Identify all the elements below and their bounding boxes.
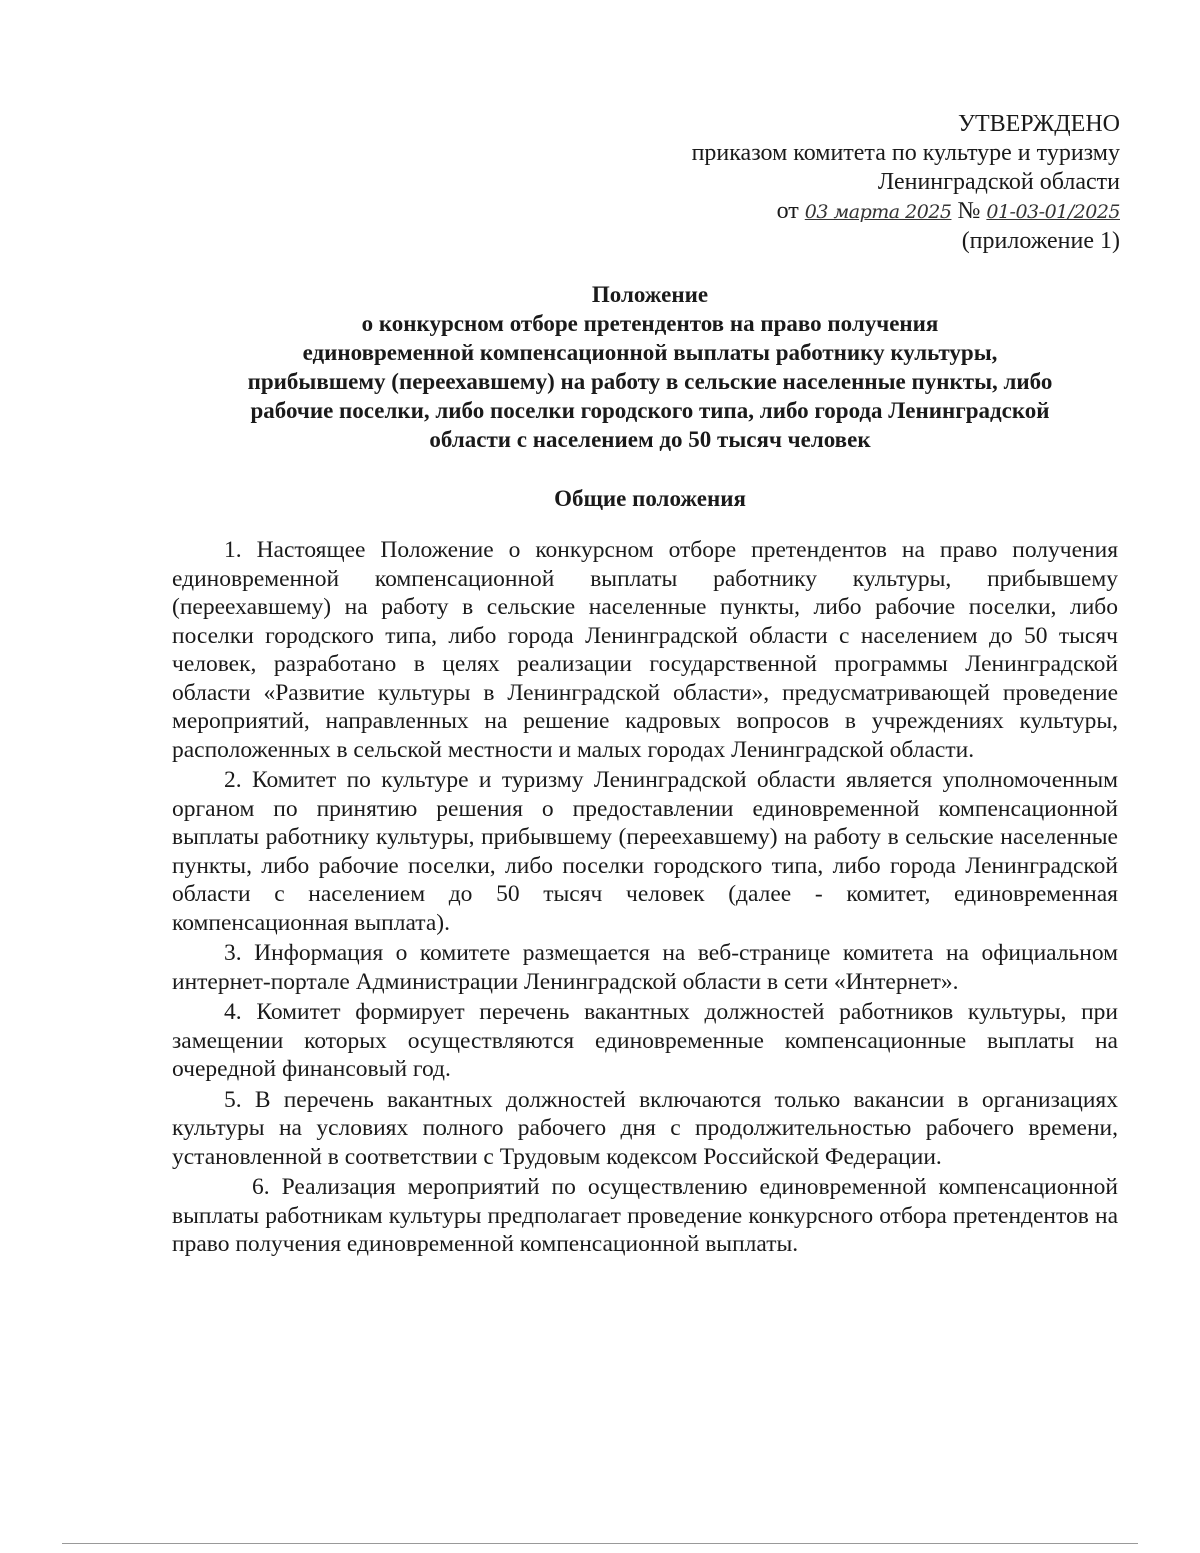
handwritten-number: 01-03-01/2025 bbox=[986, 201, 1120, 223]
paragraph-4: 4. Комитет формирует перечень вакантных должностей работников культуры, при замещении которых осуществляются единовременные компенсационные выплаты на очередной финансовый год. bbox=[172, 999, 1118, 1082]
section-heading: Общие положения bbox=[554, 486, 746, 511]
paragraph-2: 2. Комитет по культуре и туризму Ленинградской области является уполномоченным органом по принятию решения о предоставлении единовременной компенсационной выплаты работнику культуры, прибывшему (переехавшему) на работу в сельские населенные пункты, либо рабочие поселки, либо поселки городского типа, либо города Ленинградской области с населением до 50 тысяч человек (далее - комитет, единовременная компенсационная выплата). bbox=[172, 767, 1118, 936]
order-date-number-line bbox=[600, 197, 1120, 227]
handwritten-date: 03 марта 2025 bbox=[804, 201, 952, 223]
order-line-1: приказом комитета по культуре и туризму bbox=[691, 140, 1120, 166]
paragraph-6: 6. Реализация мероприятий по осуществлению единовременной компенсационной выплаты работникам культуры предполагает проведение конкурсного отбора претендентов на право получения единовременной компенсационной выплаты. bbox=[172, 1174, 1118, 1257]
document-body bbox=[172, 536, 1118, 1261]
paragraph-5: 5. В перечень вакантных должностей включаются только вакансии в организациях культуры на условиях полного рабочего дня с продолжительностью рабочего времени, установленной в соответствии с Трудовым кодексом Российской Федерации. bbox=[172, 1086, 1118, 1170]
title-line-5: рабочие поселки, либо поселки городского типа, либо города Ленинградской bbox=[250, 398, 1050, 423]
page-bottom-divider bbox=[62, 1543, 1138, 1544]
approval-stamp-block bbox=[600, 110, 1120, 256]
approved-label: УТВЕРЖДЕНО bbox=[957, 111, 1120, 137]
title-line-2: о конкурсном отборе претендентов на право получения bbox=[361, 311, 939, 336]
title-line-6: области с населением до 50 тысяч человек bbox=[429, 427, 871, 452]
title-line-3: единовременной компенсационной выплаты работнику культуры, bbox=[302, 340, 998, 365]
paragraph-3: 3. Информация о комитете размещается на веб-странице комитета на официальном интернет-портале Администрации Ленинградской области в сети «Интернет». bbox=[172, 940, 1118, 995]
order-line-2: Ленинградской области bbox=[877, 169, 1120, 195]
document-title bbox=[170, 280, 1130, 454]
title-line-1: Положение bbox=[591, 282, 709, 307]
from-label: от bbox=[776, 198, 799, 224]
number-label: № bbox=[957, 198, 981, 224]
title-line-4: прибывшему (переехавшему) на работу в сельские населенные пункты, либо bbox=[247, 369, 1053, 394]
appendix-label: (приложение 1) bbox=[961, 228, 1120, 254]
paragraph-1: 1. Настоящее Положение о конкурсном отборе претендентов на право получения единовременной компенсационной выплаты работнику культуры, прибывшему (переехавшему) на работу в сельские населенные пункты, либо рабочие поселки, либо поселки городского типа, либо города Ленинградской области с населением до 50 тысяч человек, разработано в целях реализации государственной программы Ленинградской области «Развитие культуры в Ленинградской области», предусматривающей проведение мероприятий, направленных на решение кадровых вопросов в учреждениях культуры, расположенных в сельской местности и малых городах Ленинградской области. bbox=[172, 537, 1118, 763]
